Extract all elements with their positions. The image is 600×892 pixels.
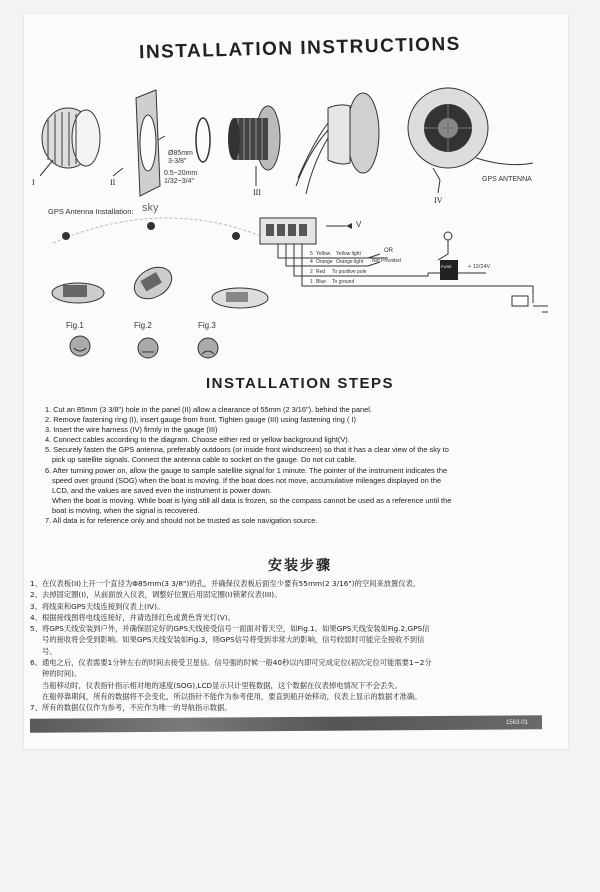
wire-orange-num: 4 <box>310 259 313 265</box>
sky-label: sky <box>142 202 159 214</box>
smiley-good-icon <box>70 336 90 356</box>
step-en-1: 1. Cut an 85mm (3 3/8") hole in the panel (II) allow a clearance of 55mm (2 3/16"). behind the panel. <box>45 405 372 414</box>
panel-dimension: 0.5~20mm <box>164 170 198 177</box>
gps-antenna-label: GPS ANTENNA <box>482 176 532 183</box>
smiley-bad-icon <box>198 338 218 358</box>
step-cn-6: 6、通电之后，仪表需要1分钟左右的时间去接受卫星信。信号强的时候一般40秒以内即可完成定位(初次定位可能需要1~2分 <box>30 658 432 668</box>
voltage-label: + 12/24V <box>468 264 491 270</box>
wire-yellow-num: 5 <box>310 251 313 257</box>
step-en-6-cont-3: When the boat is moving. While boat is lying still all data is frozen, so the compass cannot be used as a reference until the <box>52 495 452 505</box>
step-cn-3: 3、将线束和GPS天线连接到仪表上(IV)。 <box>30 601 165 611</box>
fastening-ring-drawing <box>42 108 100 168</box>
step-en-6: 6. After turning power on, allow the gauge to sample satellite signal for 1 minute. The pointer of the instrument indicates the <box>45 465 448 475</box>
gps-install-label: GPS Antenna Installation: <box>48 207 134 216</box>
hole-dimension-inch: 3-3/8" <box>168 158 187 165</box>
wire-yellow-name: Yellow <box>316 251 331 257</box>
steps-en <box>45 405 555 526</box>
part-label-2: II <box>110 178 116 187</box>
diagram-svg <box>28 68 568 368</box>
fuse-label: FUSE <box>441 264 452 269</box>
fig-label-1: Fig.1 <box>66 321 84 330</box>
step-en-3: 3. Insert the wire harness (IV) firmly in the gauge (III) <box>45 425 218 435</box>
steps-cn <box>30 578 560 714</box>
step-en-7: 7. All data is for reference only and should not be trusted as sole navigation source. <box>45 516 318 526</box>
step-en-6-cont-1: speed over ground (SOG) when the boat is moving. If the boat does not move, accumulative mileages displayed on the <box>52 475 442 485</box>
step-cn-6-cont-2: 当船移动时，仪表指针指示相对地的速度(SOG),LCD显示只计里程数据，这个数据在仪表掉电情况下不会丢失。 <box>42 680 402 690</box>
part-label-1: I <box>32 178 35 187</box>
wire-harness-drawing <box>296 93 379 194</box>
panel-dimension-inch: 1/32~3/4" <box>164 178 194 185</box>
hole-dimension: Ø85mm <box>168 150 193 157</box>
part-label-4: IV <box>434 196 443 205</box>
step-en-5-cont: pick up satellite signals. Connect the antenna cable to socket on the gauge. Do not cut cable. <box>52 455 357 465</box>
or-label: OR <box>384 248 393 254</box>
wire-orange-name: Orange <box>316 259 333 265</box>
gauge-rear-drawing <box>408 88 533 180</box>
step-cn-7: 7、所有的数据仅仅作为参考，不应作为唯一的导航指示数据。 <box>30 703 232 713</box>
wire-yellow-desc: Yellow light <box>336 251 361 257</box>
step-cn-5-cont-2: 号。 <box>42 646 57 656</box>
fig-label-3: Fig.3 <box>198 321 216 330</box>
panel-drawing <box>136 90 160 196</box>
step-en-4: 4. Connect cables according to the diagram. Choose either red or yellow background light(V). <box>45 435 350 445</box>
step-cn-2: 2、去掉固定圈(I)，从前面放入仪表，调整好位置后用固定圈(I)锁紧仪表(III)。 <box>30 590 282 600</box>
not-provided-label: Not Provided <box>372 258 401 264</box>
step-en-2: 2. Remove fastening ring (I), insert gauge from front. Tighten gauge (III) using fastening ring ( I) <box>45 415 356 425</box>
step-cn-5-cont-1: 号的接收将会受到影响。如果GPS天线安装如Fig.3，则GPS信号将受到非常大的影响，信号较弱时可能完全接收不到信 <box>42 635 425 645</box>
step-cn-5: 5、将GPS天线安装到户外，并确保固定好的GPS天线接受信号一面面对着天空，如Fig.1。如果GPS天线安装如Fig.2,GPS信 <box>30 624 430 634</box>
steps-title: INSTALLATION STEPS <box>205 375 395 392</box>
smiley-neutral-icon <box>138 338 158 358</box>
step-cn-6-cont-3: 在船停靠期间，所有的数据将不会变化，所以指针不能作为参考使用，要直到船开始移动，仪表上显示的数据才准确。 <box>42 691 422 701</box>
step-cn-1: 1、在仪表板(II)上开一个直径为Φ85mm(3 3/8")的孔，并确保仪表板后面至少要有55mm(2 3/16")的空间来放置仪表。 <box>30 579 421 588</box>
o-ring-drawing <box>196 118 210 162</box>
step-en-6-cont-2: LCD, and the values are saved even the instrument is power down. <box>52 485 272 495</box>
step-cn-6-cont-1: 钟的时间)。 <box>42 669 82 679</box>
wire-red-name: Red <box>316 269 326 275</box>
wire-orange-desc: Orange light <box>336 259 364 265</box>
wire-red-desc: To positive pole <box>332 269 367 275</box>
part-label-3: III <box>253 188 261 197</box>
gauge-body-drawing <box>228 106 280 170</box>
wire-blue-num: 1 <box>310 279 313 285</box>
installation-diagram <box>28 68 568 368</box>
footer-code: 1563-01 <box>506 720 529 726</box>
page-title: INSTALLATION INSTRUCTIONS <box>138 33 462 64</box>
background-light-label: V <box>356 220 362 229</box>
wire-red-num: 2 <box>310 269 313 275</box>
fig-label-2: Fig.2 <box>134 321 152 330</box>
wire-blue-name: Blue <box>316 279 327 285</box>
step-en-6-cont-4: boat is moving, when the signal is recovered. <box>52 505 200 515</box>
step-cn-4: 4、根据接线图将电线连接好，并请选择红色或黄色背光灯(V)。 <box>30 612 236 622</box>
steps-cn-title: 安装步骤 <box>268 558 332 574</box>
step-en-5: 5. Securely fasten the GPS antenna, preferably outdoors (or inside front windscreen) so that it has a clear view of the sky to <box>45 445 449 455</box>
wiring-diagram <box>260 218 548 312</box>
wire-blue-desc: To ground <box>332 279 355 285</box>
